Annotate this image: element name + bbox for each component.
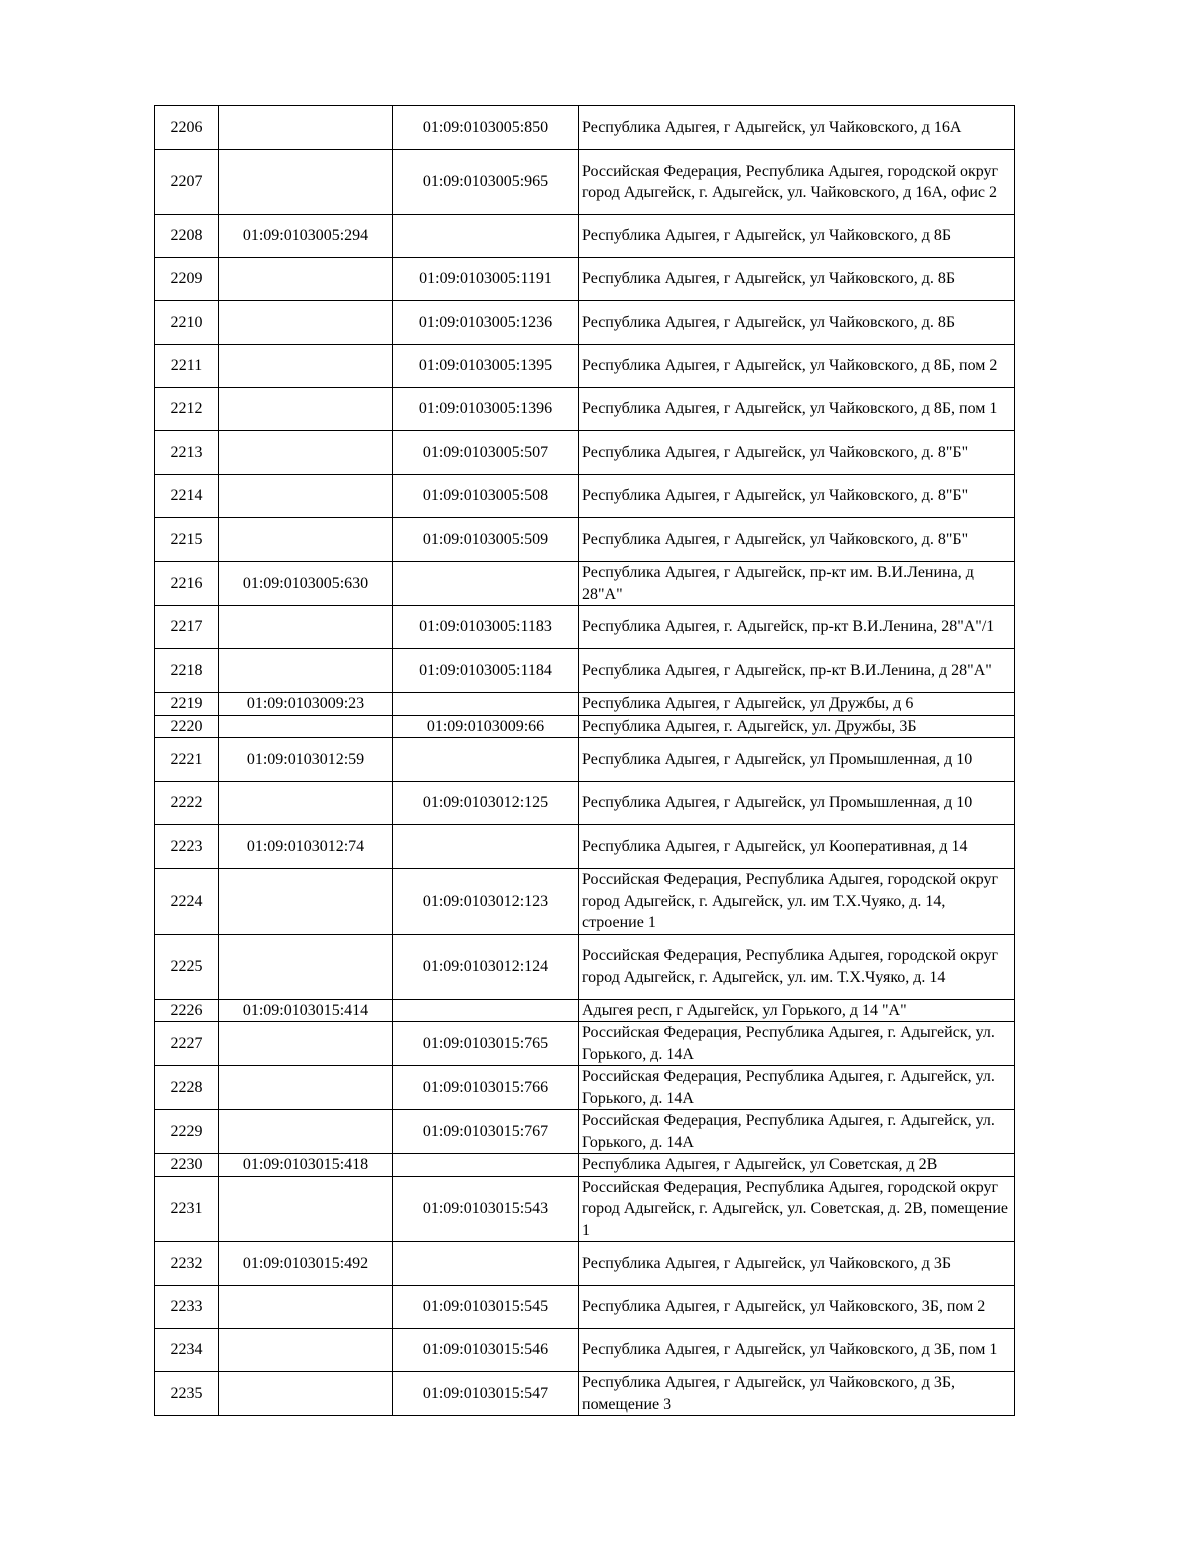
row-number-cell: 2229 [155,1110,219,1154]
address-cell: Республика Адыгея, г Адыгейск, ул Кооперативная, д 14 [579,825,1015,869]
table-row [155,825,1015,869]
object-cadastral-cell: 01:09:0103015:545 [393,1286,579,1329]
table-row [155,869,1015,935]
parcel-cadastral-cell: 01:09:0103015:418 [219,1154,393,1177]
table-row [155,782,1015,825]
row-number-cell: 2232 [155,1242,219,1286]
row-number-cell: 2224 [155,869,219,935]
parcel-cadastral-cell: 01:09:0103015:492 [219,1242,393,1286]
parcel-cadastral-cell [219,475,393,518]
address-cell: Республика Адыгея, г Адыгейск, пр-кт В.И.Ленина, д 28"А" [579,649,1015,693]
parcel-cadastral-cell: 01:09:0103005:630 [219,562,393,606]
table-row [155,388,1015,431]
row-number-cell: 2210 [155,301,219,345]
row-number-cell: 2234 [155,1329,219,1372]
address-cell: Республика Адыгея, г Адыгейск, ул Чайковского, д 3Б, пом 1 [579,1329,1015,1372]
table-row [155,1022,1015,1066]
object-cadastral-cell: 01:09:0103005:965 [393,150,579,215]
parcel-cadastral-cell [219,782,393,825]
row-number-cell: 2213 [155,431,219,475]
object-cadastral-cell [393,693,579,716]
object-cadastral-cell: 01:09:0103015:547 [393,1372,579,1416]
row-number-cell: 2212 [155,388,219,431]
address-cell: Республика Адыгея, г. Адыгейск, ул. Дружбы, 3Б [579,715,1015,738]
row-number-cell: 2233 [155,1286,219,1329]
table-row [155,431,1015,475]
parcel-cadastral-cell [219,301,393,345]
address-cell: Российская Федерация, Республика Адыгея, г. Адыгейск, ул. Горького, д. 14А [579,1110,1015,1154]
table-row [155,258,1015,301]
row-number-cell: 2218 [155,649,219,693]
parcel-cadastral-cell [219,715,393,738]
parcel-cadastral-cell [219,1329,393,1372]
object-cadastral-cell: 01:09:0103005:507 [393,431,579,475]
address-cell: Республика Адыгея, г Адыгейск, ул Советская, д 2В [579,1154,1015,1177]
table-row [155,301,1015,345]
address-cell: Республика Адыгея, г Адыгейск, ул Чайковского, д 3Б [579,1242,1015,1286]
parcel-cadastral-cell [219,1022,393,1066]
object-cadastral-cell: 01:09:0103015:546 [393,1329,579,1372]
object-cadastral-cell [393,825,579,869]
row-number-cell: 2230 [155,1154,219,1177]
parcel-cadastral-cell: 01:09:0103012:74 [219,825,393,869]
object-cadastral-cell: 01:09:0103012:125 [393,782,579,825]
table-row [155,475,1015,518]
row-number-cell: 2225 [155,934,219,999]
object-cadastral-cell: 01:09:0103005:1395 [393,345,579,388]
parcel-cadastral-cell [219,606,393,649]
table-row [155,934,1015,999]
row-number-cell: 2228 [155,1066,219,1110]
object-cadastral-cell [393,215,579,258]
parcel-cadastral-cell [219,106,393,150]
row-number-cell: 2211 [155,345,219,388]
table-row [155,1329,1015,1372]
object-cadastral-cell: 01:09:0103005:1236 [393,301,579,345]
object-cadastral-cell [393,999,579,1022]
row-number-cell: 2206 [155,106,219,150]
object-cadastral-cell [393,562,579,606]
address-cell: Республика Адыгея, г Адыгейск, ул Чайковского, д. 8Б [579,258,1015,301]
parcel-cadastral-cell [219,345,393,388]
address-cell: Российская Федерация, Республика Адыгея, г. Адыгейск, ул. Горького, д. 14А [579,1066,1015,1110]
address-cell: Республика Адыгея, г Адыгейск, ул Чайковского, д. 8"Б" [579,431,1015,475]
address-cell: Российская Федерация, Республика Адыгея, городской округ город Адыгейск, г. Адыгейск, ул. им Т.Х.Чуяко, д. 14, строение 1 [579,869,1015,935]
row-number-cell: 2208 [155,215,219,258]
address-cell: Республика Адыгея, г Адыгейск, ул Чайковского, д. 8"Б" [579,518,1015,562]
object-cadastral-cell: 01:09:0103005:509 [393,518,579,562]
address-cell: Республика Адыгея, г Адыгейск, ул Чайковского, д 8Б [579,215,1015,258]
parcel-cadastral-cell [219,1286,393,1329]
address-cell: Адыгея респ, г Адыгейск, ул Горького, д 14 "А" [579,999,1015,1022]
row-number-cell: 2207 [155,150,219,215]
object-cadastral-cell: 01:09:0103015:767 [393,1110,579,1154]
parcel-cadastral-cell [219,1176,393,1242]
row-number-cell: 2231 [155,1176,219,1242]
parcel-cadastral-cell [219,518,393,562]
row-number-cell: 2221 [155,738,219,782]
parcel-cadastral-cell [219,1372,393,1416]
parcel-cadastral-cell [219,1110,393,1154]
address-cell: Республика Адыгея, г Адыгейск, ул Чайковского, 3Б, пом 2 [579,1286,1015,1329]
parcel-cadastral-cell: 01:09:0103005:294 [219,215,393,258]
table-row [155,345,1015,388]
object-cadastral-cell [393,1242,579,1286]
object-cadastral-cell [393,738,579,782]
address-cell: Республика Адыгея, г Адыгейск, ул Дружбы, д 6 [579,693,1015,716]
address-cell: Российская Федерация, Республика Адыгея, городской округ город Адыгейск, г. Адыгейск, ул. Советская, д. 2В, помещение 1 [579,1176,1015,1242]
table-body [155,106,1015,1416]
object-cadastral-cell: 01:09:0103009:66 [393,715,579,738]
table-row [155,150,1015,215]
table-row [155,518,1015,562]
row-number-cell: 2223 [155,825,219,869]
row-number-cell: 2226 [155,999,219,1022]
parcel-cadastral-cell [219,431,393,475]
parcel-cadastral-cell [219,150,393,215]
address-cell: Республика Адыгея, г Адыгейск, ул Чайковского, д. 8Б [579,301,1015,345]
object-cadastral-cell: 01:09:0103015:543 [393,1176,579,1242]
row-number-cell: 2209 [155,258,219,301]
address-cell: Российская Федерация, Республика Адыгея, городской округ город Адыгейск, г. Адыгейск, ул. Чайковского, д 16А, офис 2 [579,150,1015,215]
parcel-cadastral-cell [219,388,393,431]
table-row [155,1176,1015,1242]
table-row [155,693,1015,716]
parcel-cadastral-cell [219,649,393,693]
table-row [155,999,1015,1022]
table-row [155,106,1015,150]
table-row [155,1242,1015,1286]
row-number-cell: 2220 [155,715,219,738]
object-cadastral-cell: 01:09:0103012:123 [393,869,579,935]
table-row [155,562,1015,606]
row-number-cell: 2214 [155,475,219,518]
object-cadastral-cell: 01:09:0103005:1396 [393,388,579,431]
table-row [155,1372,1015,1416]
parcel-cadastral-cell: 01:09:0103009:23 [219,693,393,716]
row-number-cell: 2235 [155,1372,219,1416]
table-row [155,738,1015,782]
address-cell: Российская Федерация, Республика Адыгея, городской округ город Адыгейск, г. Адыгейск, ул. им. Т.Х.Чуяко, д. 14 [579,934,1015,999]
object-cadastral-cell: 01:09:0103015:765 [393,1022,579,1066]
address-cell: Республика Адыгея, г Адыгейск, ул Промышленная, д 10 [579,782,1015,825]
address-cell: Республика Адыгея, г Адыгейск, пр-кт им. В.И.Ленина, д 28"А" [579,562,1015,606]
row-number-cell: 2216 [155,562,219,606]
table-row [155,649,1015,693]
row-number-cell: 2217 [155,606,219,649]
object-cadastral-cell: 01:09:0103012:124 [393,934,579,999]
address-cell: Республика Адыгея, г Адыгейск, ул Чайковского, д. 8"Б" [579,475,1015,518]
table-row [155,1286,1015,1329]
table-row [155,1066,1015,1110]
row-number-cell: 2215 [155,518,219,562]
parcel-cadastral-cell: 01:09:0103015:414 [219,999,393,1022]
table-row [155,715,1015,738]
object-cadastral-cell: 01:09:0103005:1191 [393,258,579,301]
object-cadastral-cell: 01:09:0103015:766 [393,1066,579,1110]
row-number-cell: 2222 [155,782,219,825]
row-number-cell: 2219 [155,693,219,716]
address-cell: Республика Адыгея, г Адыгейск, ул Чайковского, д 3Б, помещение 3 [579,1372,1015,1416]
row-number-cell: 2227 [155,1022,219,1066]
parcel-cadastral-cell [219,934,393,999]
object-cadastral-cell [393,1154,579,1177]
parcel-cadastral-cell [219,258,393,301]
object-cadastral-cell: 01:09:0103005:1184 [393,649,579,693]
address-cell: Республика Адыгея, г. Адыгейск, пр-кт В.И.Ленина, 28"А"/1 [579,606,1015,649]
registry-table [154,105,1015,1416]
parcel-cadastral-cell [219,869,393,935]
object-cadastral-cell: 01:09:0103005:508 [393,475,579,518]
object-cadastral-cell: 01:09:0103005:850 [393,106,579,150]
object-cadastral-cell: 01:09:0103005:1183 [393,606,579,649]
parcel-cadastral-cell [219,1066,393,1110]
table-row [155,215,1015,258]
parcel-cadastral-cell: 01:09:0103012:59 [219,738,393,782]
address-cell: Республика Адыгея, г Адыгейск, ул Чайковского, д 8Б, пом 2 [579,345,1015,388]
table-row [155,606,1015,649]
address-cell: Российская Федерация, Республика Адыгея, г. Адыгейск, ул. Горького, д. 14А [579,1022,1015,1066]
address-cell: Республика Адыгея, г Адыгейск, ул Чайковского, д 8Б, пом 1 [579,388,1015,431]
table-row [155,1154,1015,1177]
table-row [155,1110,1015,1154]
address-cell: Республика Адыгея, г Адыгейск, ул Чайковского, д 16А [579,106,1015,150]
address-cell: Республика Адыгея, г Адыгейск, ул Промышленная, д 10 [579,738,1015,782]
